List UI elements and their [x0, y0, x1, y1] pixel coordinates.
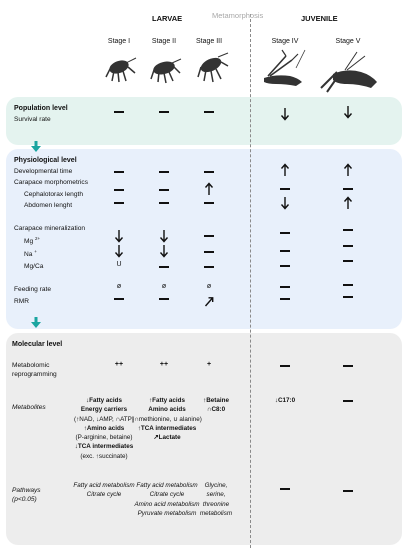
met-s3-line-2: ∩C8:0 — [206, 406, 226, 414]
metamorphosis-divider — [250, 14, 251, 548]
feeding-s2-symbol: ø — [161, 283, 167, 290]
metabolites-s5 — [343, 400, 353, 402]
pathways-pvalue-label: (p<0.05) — [12, 496, 37, 503]
path-s1-line-2: Citrate cycle — [86, 491, 122, 499]
feeding-s5 — [343, 284, 353, 286]
developmental-time-label: Developmental time — [14, 168, 73, 175]
na-s2-decrease-arrow — [159, 244, 169, 258]
larva-stage-3-icon — [194, 52, 230, 86]
stage-5-label: Stage V — [335, 38, 361, 45]
metabolomic-reprogramming-label: Metabolomic reprogramming — [12, 362, 57, 378]
met-s3-line-1: ↑Betaine — [203, 397, 229, 404]
ceph-s5 — [343, 188, 353, 190]
survival-s2-nochange — [159, 111, 169, 113]
mg-s2-decrease-arrow — [159, 229, 169, 243]
feeding-s3-symbol: ø — [206, 283, 212, 290]
abd-s4-decrease-arrow — [280, 196, 290, 210]
devtime-s3 — [204, 171, 214, 173]
met-s1-line-3: (↑NAD, ↓AMP, ∩ATP) — [74, 415, 134, 423]
stage-3-label: Stage III — [195, 38, 223, 45]
carapace-morphometrics-label: Carapace morphometrics — [14, 179, 89, 186]
population-to-physiological-arrow — [31, 139, 41, 157]
juvenile-stage-5-icon — [315, 48, 381, 94]
stage-2-label: Stage II — [151, 38, 177, 45]
reprog-s1: ++ — [114, 361, 124, 368]
reprog-s4 — [280, 365, 290, 367]
pathways-s3 — [196, 481, 236, 518]
larva-stage-2-icon — [148, 57, 182, 85]
na-s5 — [343, 245, 353, 247]
met-s2-line-2: Amino acids — [148, 406, 186, 414]
pathways-s4 — [280, 488, 290, 490]
devtime-s4-increase-arrow — [280, 163, 290, 177]
met-s1-line-6: ↓TCA intermediates — [74, 443, 134, 451]
abdomen-length-label: Abdomen lenght — [24, 202, 73, 209]
path-s3-line-4: metabolism — [199, 509, 233, 517]
reprog-s3: + — [206, 361, 212, 368]
survival-s5-decrease-arrow — [343, 105, 353, 119]
metabolites-s4: ↓C17:0 — [274, 397, 296, 404]
path-s3-line-3: threonine — [202, 500, 230, 508]
feeding-s1-symbol: ø — [116, 283, 122, 290]
na-s4 — [280, 250, 290, 252]
metabolites-s3 — [196, 396, 236, 415]
metamorphosis-label: Metamorphosis — [212, 11, 264, 20]
ceph-s3-increase-arrow — [204, 182, 214, 196]
ceph-s4 — [280, 188, 290, 190]
survival-rate-label: Survival rate — [14, 116, 51, 123]
met-s2-line-4: ↑TCA intermediates — [137, 424, 197, 432]
mgca-s3 — [204, 266, 214, 268]
stage-1-label: Stage I — [107, 38, 131, 45]
mg-label — [24, 236, 40, 245]
metabolites-s2 — [128, 396, 206, 442]
stage-4-label: Stage IV — [271, 38, 299, 45]
na-s3 — [204, 251, 214, 253]
path-s2-line-1: Fatty acid metabolism — [136, 482, 198, 489]
physiological-to-molecular-arrow — [31, 315, 41, 333]
met-s1-line-2: Energy carriers — [80, 406, 128, 414]
mgca-s1-symbol: U — [116, 261, 122, 268]
rmr-s2 — [159, 298, 169, 300]
devtime-s1 — [114, 171, 124, 173]
mg-s3 — [204, 235, 214, 237]
larvae-header: LARVAE — [152, 14, 183, 23]
mg-text: Mg — [24, 238, 34, 246]
population-level-title: Population level — [14, 105, 68, 112]
devtime-s2 — [159, 171, 169, 173]
cephalotorax-length-label: Cephalotorax length — [24, 191, 84, 198]
pathways-s5 — [343, 490, 353, 492]
pathways-s2 — [127, 481, 207, 518]
path-s1-line-1: Fatty acid metabolism — [73, 482, 135, 489]
juvenile-header: JUVENILE — [301, 14, 338, 23]
rmr-s1 — [114, 298, 124, 300]
rmr-label: RMR — [14, 298, 30, 305]
juvenile-stage-4-icon — [256, 48, 306, 90]
survival-s4-decrease-arrow — [280, 107, 290, 121]
rmr-s3-increase-diagonal-arrow — [204, 294, 214, 308]
path-s2-line-2: Citrate cycle — [149, 491, 185, 499]
mgca-s5 — [343, 260, 353, 262]
mgca-label: Mg/Ca — [24, 263, 44, 270]
carapace-mineralization-label: Carapace mineralization — [14, 225, 86, 232]
reprog-s5 — [343, 365, 353, 367]
abd-s2 — [159, 202, 169, 204]
rmr-s4 — [280, 298, 290, 300]
reprog-s2: ++ — [159, 361, 169, 368]
met-s2-line-1: ↑Fatty acids — [148, 397, 186, 404]
met-s2-line-3: (∩methionine, ∪ alanine) — [132, 415, 202, 423]
abd-s5-increase-arrow — [343, 196, 353, 210]
na-text: Na — [24, 251, 33, 259]
path-s3-line-2: serine, — [206, 491, 226, 499]
metabolites-label: Metabolites — [12, 404, 46, 411]
mg-s5 — [343, 229, 353, 231]
met-s1-line-7: (exc. ↑succinate) — [80, 452, 128, 460]
na-s1-decrease-arrow — [114, 244, 124, 258]
physiological-level-title: Physiological level — [14, 157, 77, 164]
met-s1-line-1: ↓Fatty acids — [85, 397, 123, 404]
mg-superscript: 2+ — [35, 236, 41, 241]
survival-s1-nochange — [114, 111, 124, 113]
met-s1-line-5: (P-arginine, betaine) — [75, 434, 133, 442]
rmr-s5 — [343, 296, 353, 298]
mg-s1-decrease-arrow — [114, 229, 124, 243]
ceph-s1 — [114, 189, 124, 191]
molecular-level-title: Molecular level — [12, 341, 63, 348]
path-s2-line-3: Amino acid metabolism — [134, 500, 200, 508]
abd-s1 — [114, 202, 124, 204]
mg-s4 — [280, 232, 290, 234]
feeding-s4 — [280, 286, 290, 288]
na-label — [24, 249, 37, 258]
mgca-s4 — [280, 265, 290, 267]
feeding-rate-label: Feeding rate — [14, 286, 52, 293]
path-s2-line-4: Pyruvate metabolism — [137, 509, 197, 517]
survival-s3-nochange — [204, 111, 214, 113]
mgca-s2 — [159, 266, 169, 268]
ceph-s2 — [159, 189, 169, 191]
pathways-label: Pathways — [12, 487, 41, 494]
devtime-s5-increase-arrow — [343, 163, 353, 177]
abd-s3 — [204, 202, 214, 204]
path-s3-line-1: Glycine, — [204, 482, 228, 489]
met-s2-line-5: ↗Lactate — [153, 434, 181, 442]
na-superscript: + — [34, 249, 37, 254]
larva-stage-1-icon — [104, 55, 138, 85]
met-s1-line-4: ↑Amino acids — [83, 424, 125, 432]
